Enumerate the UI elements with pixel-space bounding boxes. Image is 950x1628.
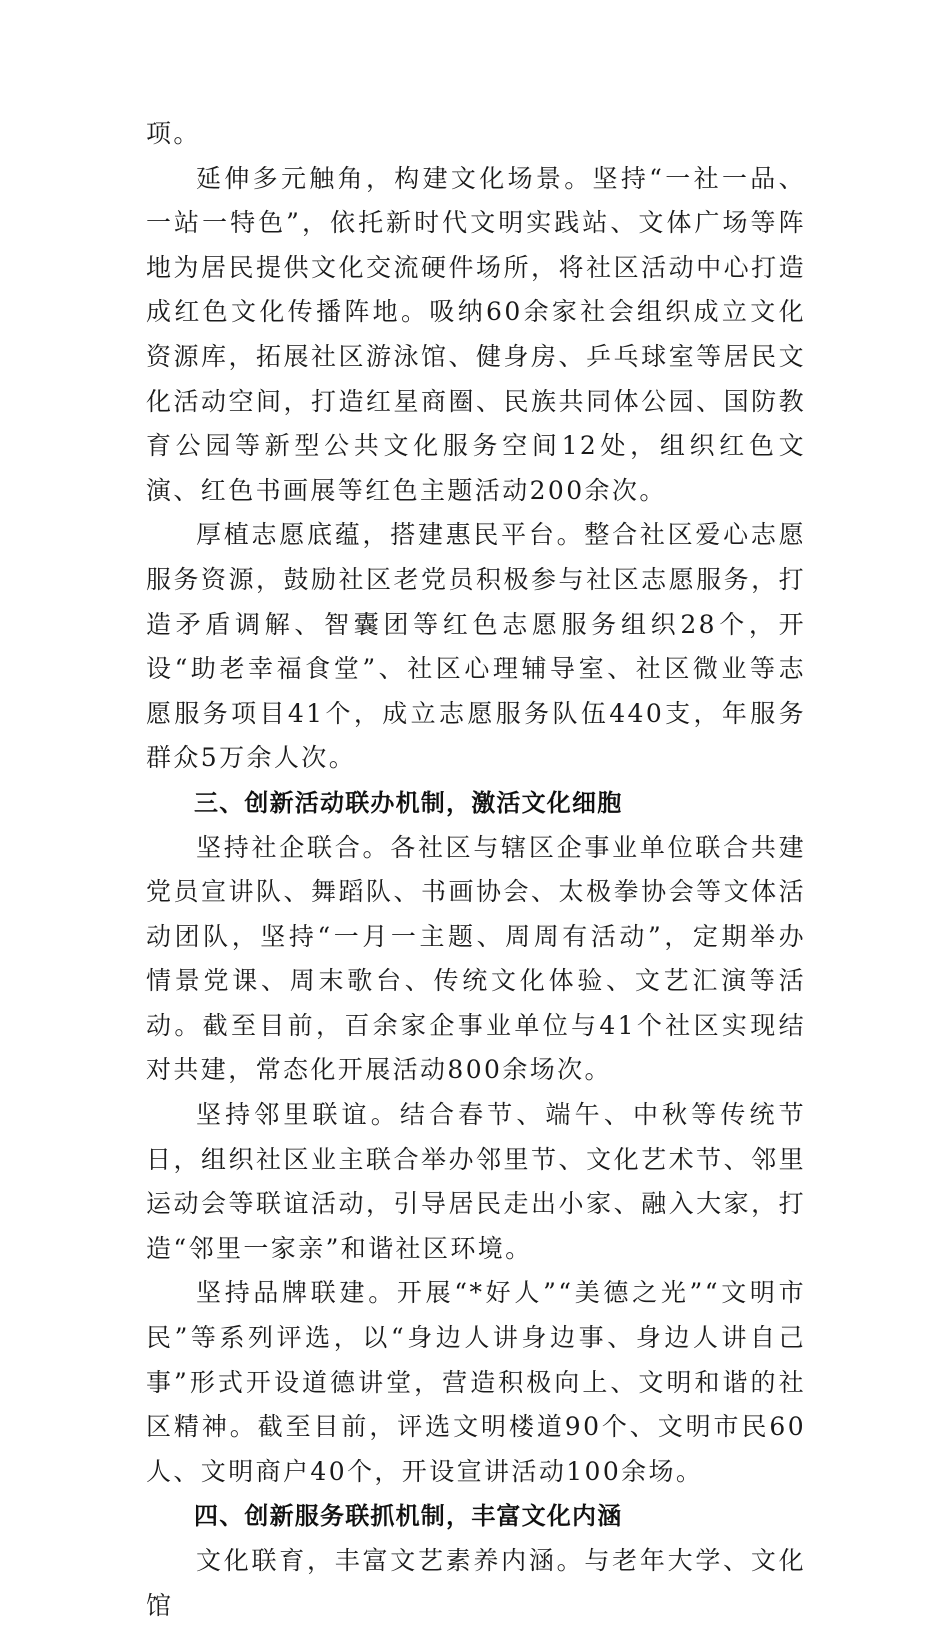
paragraph-neighborhood: 坚持邻里联谊。结合春节、端午、中秋等传统节日，组织社区业主联合举办邻里节、文化艺术节、邻里运动会等联谊活动，引导居民走出小家、融入大家，打造“邻里一家亲”和谐社区环境。	[146, 1100, 806, 1263]
paragraph-community-enterprise: 坚持社企联合。各社区与辖区企事业单位联合共建党员宣讲队、舞蹈队、书画协会、太极拳协会等文体活动团队，坚持“一月一主题、周周有活动”，定期举办情景党课、周末歌台、传统文化体验、文艺汇演等活动。截至目前，百余家企事业单位与41个社区实现结对共建，常态化开展活动800余场次。	[146, 832, 806, 1085]
paragraph-volunteer-platform: 厚植志愿底蕴，搭建惠民平台。整合社区爱心志愿服务资源，鼓励社区老党员积极参与社区志愿服务，打造矛盾调解、智囊团等红色志愿服务组织28个，开设“助老幸福食堂”、社区心理辅导室、社区微业等志愿服务项目41个，成立志愿服务队伍440支，年服务群众5万余人次。	[146, 520, 806, 773]
paragraph-cultural-scenes: 延伸多元触角，构建文化场景。坚持“一社一品、一站一特色”，依托新时代文明实践站、文体广场等阵地为居民提供文化交流硬件场所，将社区活动中心打造成红色文化传播阵地。吸纳60余家社会组织成立文化资源库，拓展社区游泳馆、健身房、乒乓球室等居民文化活动空间，打造红星商圈、民族共同体公园、国防教育公园等新型公共文化服务空间12处，组织红色文演、红色书画展等红色主题活动200余次。	[146, 163, 806, 505]
paragraph-continuation: 项。	[146, 119, 201, 148]
section-heading-four: 四、创新服务联抓机制，丰富文化内涵	[194, 1502, 623, 1531]
section-heading-three: 三、创新活动联办机制，激活文化细胞	[194, 788, 623, 817]
paragraph-cultural-education: 文化联育，丰富文艺素养内涵。与老年大学、文化馆	[146, 1546, 806, 1620]
paragraph-brand-building: 坚持品牌联建。开展“*好人”“美德之光”“文明市民”等系列评选，以“身边人讲身边事、身边人讲自己事”形式开设道德讲堂，营造积极向上、文明和谐的社区精神。截至目前，评选文明楼道90个、文明市民60人、文明商户40个，开设宣讲活动100余场。	[146, 1278, 806, 1486]
document-body	[146, 112, 806, 1628]
